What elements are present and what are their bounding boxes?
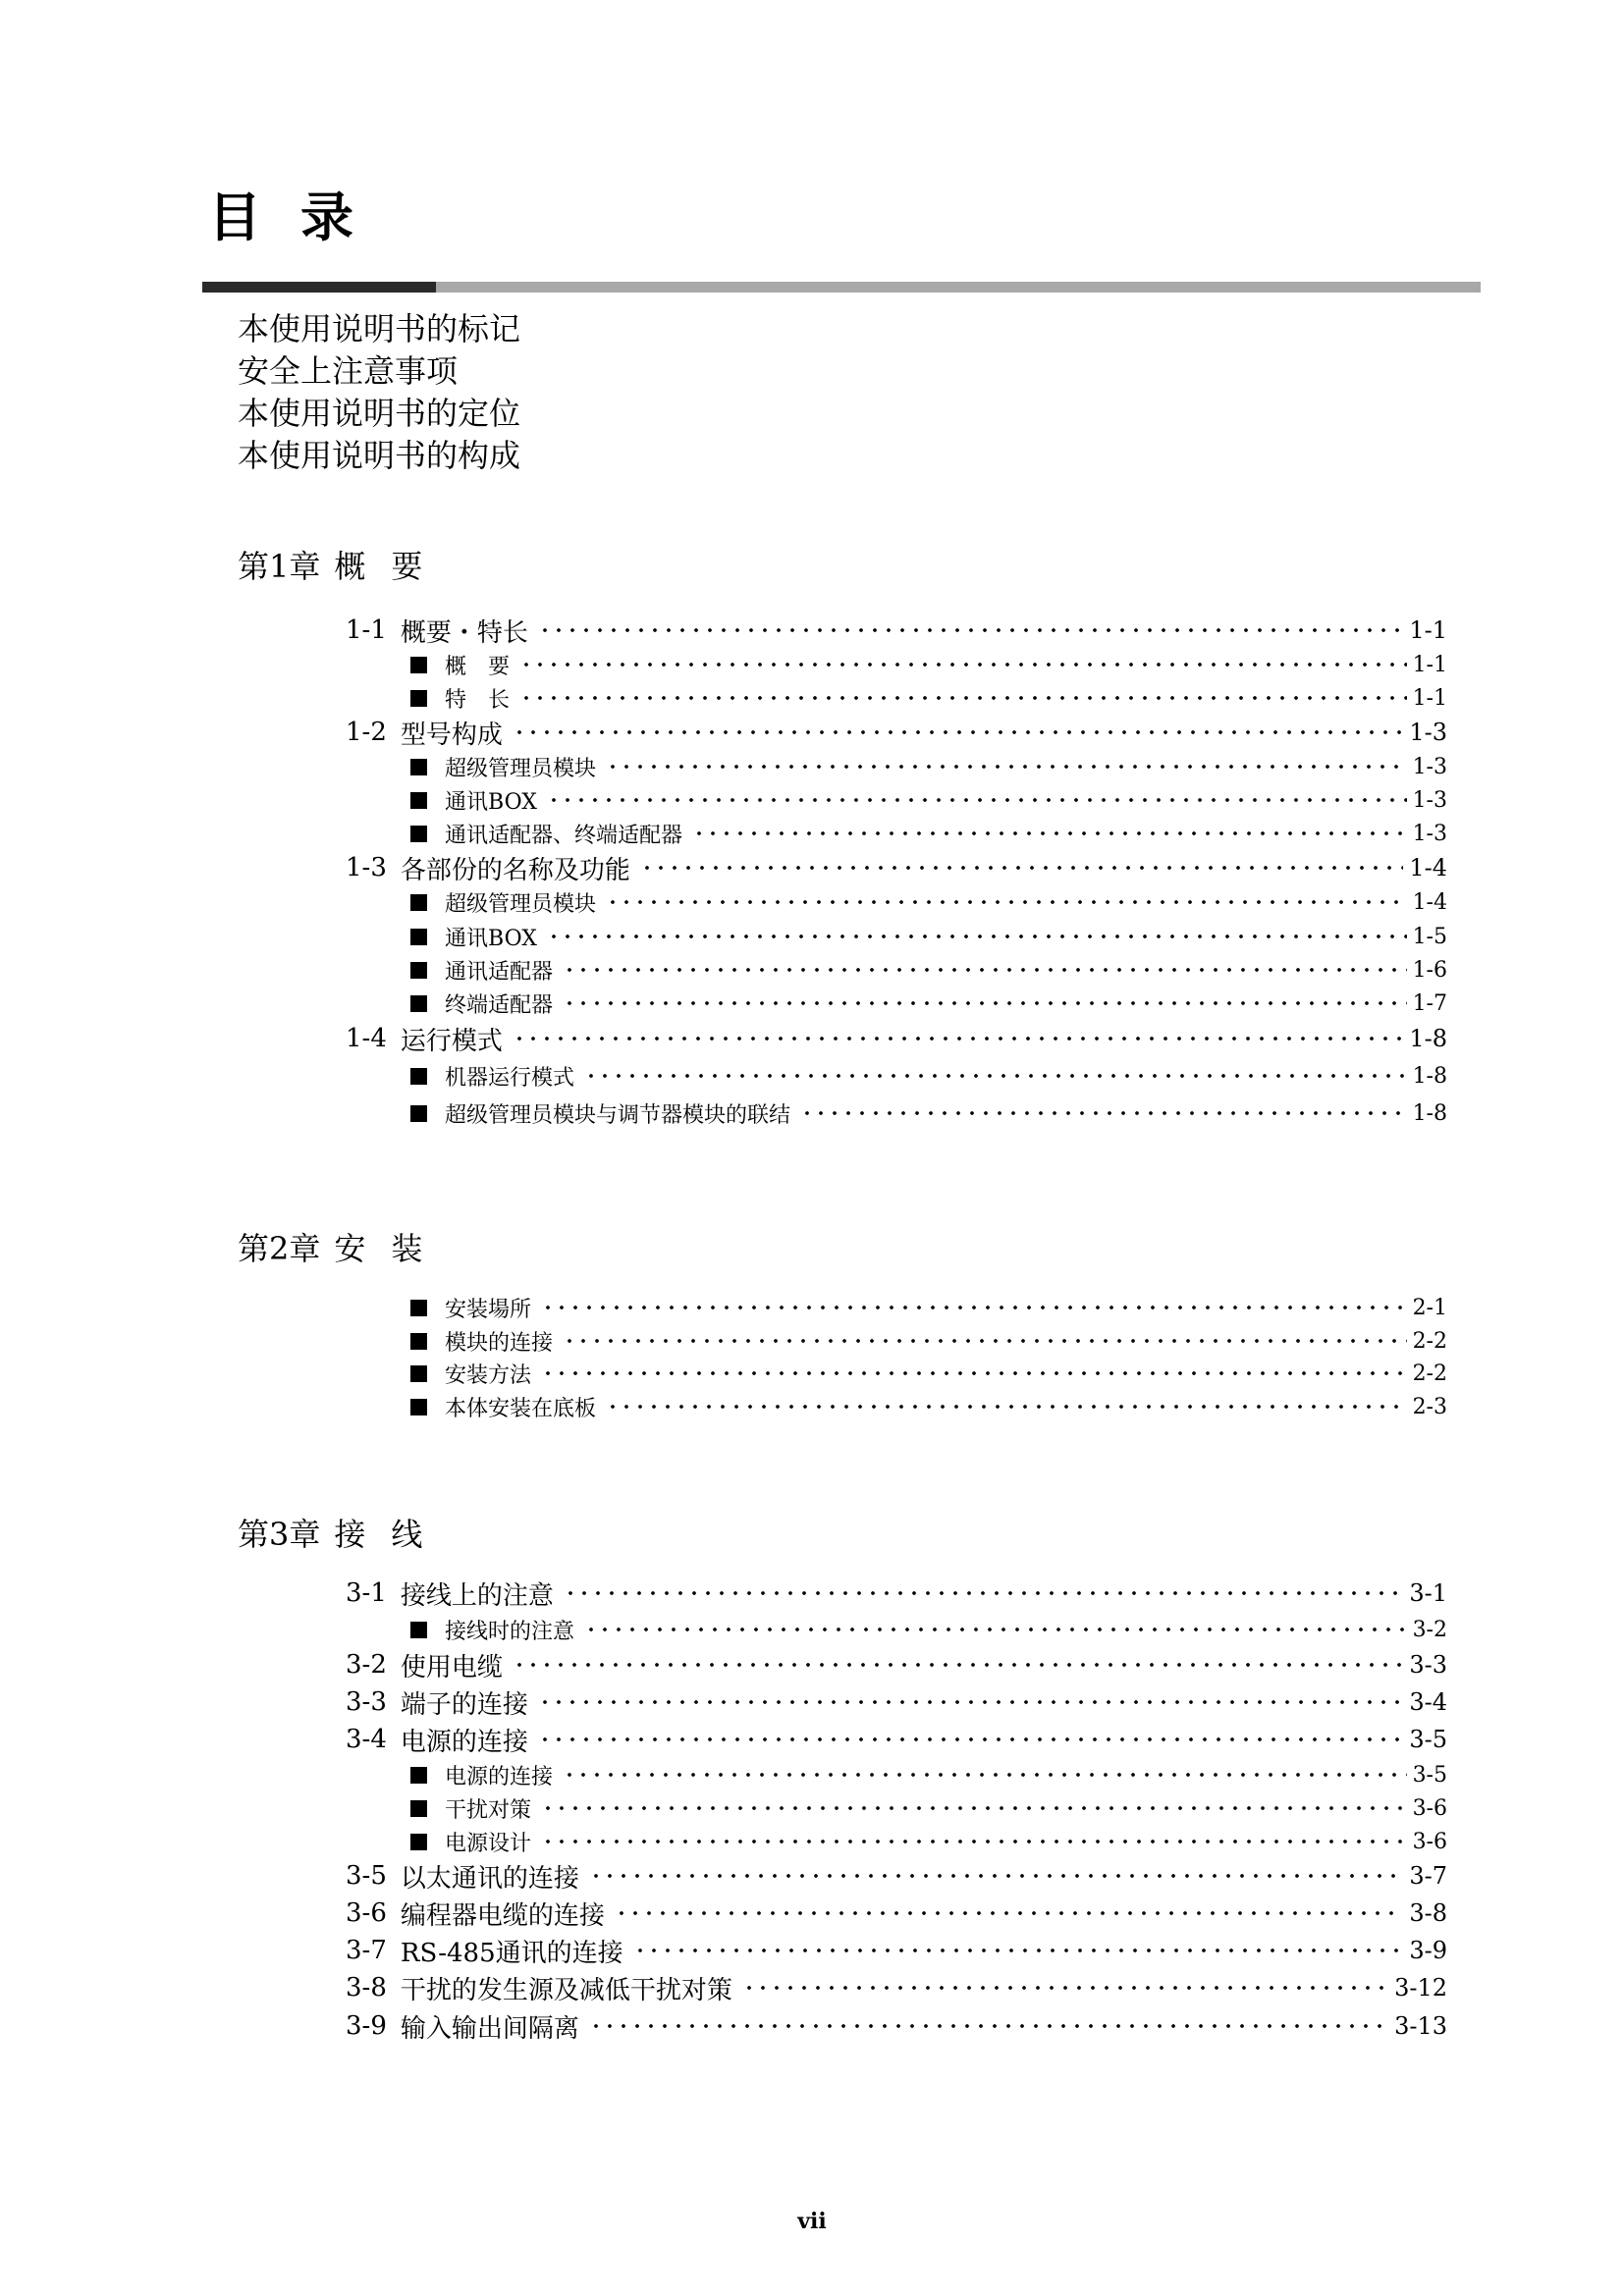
entry-page-number: 2-3 [1412, 1394, 1447, 1419]
chapter-name: 接线 [334, 1516, 449, 1553]
entry-label: 概要・特长 [400, 617, 528, 648]
toc-section-entry[interactable] [346, 1723, 1447, 1756]
toc-section-entry[interactable] [346, 2009, 1447, 2043]
toc-subsection-entry[interactable] [410, 953, 1447, 987]
toc-subsection-entry[interactable] [410, 1324, 1447, 1358]
chapter-number: 第1章 [238, 548, 321, 585]
entry-label: 通讯适配器 [445, 959, 554, 985]
section-number: 3-3 [346, 1687, 387, 1717]
entry-page-number: 2-2 [1412, 1361, 1447, 1386]
entry-label: 使用电缆 [400, 1652, 503, 1682]
square-bullet-icon [410, 894, 427, 911]
entry-label: 输入输出间隔离 [400, 2013, 579, 2044]
square-bullet-icon [410, 1365, 427, 1382]
entry-page-number: 3-5 [1412, 1762, 1447, 1788]
entry-label: 机器运行模式 [445, 1065, 575, 1091]
square-bullet-icon [410, 1622, 427, 1638]
entry-page-number: 3-12 [1394, 1974, 1447, 2002]
entry-page-number: 1-1 [1409, 616, 1447, 644]
entry-label: 电源设计 [445, 1831, 532, 1856]
toc-section-entry[interactable] [346, 851, 1447, 884]
entry-page-number: 3-1 [1409, 1579, 1447, 1607]
square-bullet-icon [410, 1800, 427, 1817]
toc-subsection-entry[interactable] [410, 920, 1447, 953]
toc-subsection-entry[interactable] [410, 1096, 1447, 1130]
entry-page-number: 1-5 [1412, 924, 1447, 949]
section-number: 3-9 [346, 2011, 387, 2041]
square-bullet-icon [410, 1399, 427, 1415]
toc-subsection-entry[interactable] [410, 1357, 1447, 1390]
section-number: 3-5 [346, 1861, 387, 1891]
dot-leader [519, 648, 1407, 681]
entry-label: 通讯BOX [445, 926, 537, 951]
entry-page-number: 1-4 [1409, 854, 1447, 881]
toc-subsection-entry[interactable] [410, 1059, 1447, 1093]
front-matter-item[interactable]: 本使用说明书的构成 [238, 437, 521, 474]
dot-leader [692, 817, 1407, 850]
entry-page-number: 1-1 [1412, 652, 1447, 677]
square-bullet-icon [410, 929, 427, 945]
toc-section-entry[interactable] [346, 1896, 1447, 1930]
front-matter-list [238, 308, 520, 477]
square-bullet-icon [410, 1834, 427, 1850]
dot-leader [538, 614, 1403, 647]
square-bullet-icon [410, 1105, 427, 1122]
toc-section-entry[interactable] [346, 1576, 1447, 1610]
square-bullet-icon [410, 792, 427, 809]
front-matter-item[interactable]: 安全上注意事项 [238, 352, 459, 390]
entry-page-number: 1-7 [1412, 990, 1447, 1016]
dot-leader [538, 1685, 1403, 1719]
toc-subsection-entry[interactable] [410, 1791, 1447, 1825]
toc-subsection-entry[interactable] [410, 648, 1447, 681]
chapter-number: 第3章 [238, 1516, 321, 1553]
section-number: 3-6 [346, 1898, 387, 1928]
entry-label: 电源的连接 [400, 1727, 528, 1757]
dot-leader [584, 1059, 1407, 1093]
entry-label: 概 要 [445, 654, 511, 679]
entry-label: 以太通讯的连接 [400, 1863, 579, 1894]
entry-page-number: 1-3 [1409, 719, 1447, 746]
square-bullet-icon [410, 1767, 427, 1784]
toc-section-entry[interactable] [346, 1685, 1447, 1719]
dot-leader [541, 1791, 1407, 1825]
entry-page-number: 1-4 [1412, 889, 1447, 915]
entry-label: 型号构成 [400, 720, 503, 750]
entry-page-number: 3-4 [1409, 1688, 1447, 1716]
entry-label: 超级管理员模块与调节器模块的联结 [445, 1102, 791, 1128]
toc-section-entry[interactable] [346, 1859, 1447, 1893]
toc-subsection-entry[interactable] [410, 1390, 1447, 1423]
dot-leader [513, 716, 1403, 749]
dot-leader [538, 1723, 1403, 1756]
toc-section-entry[interactable] [346, 614, 1447, 647]
dot-leader [606, 750, 1407, 783]
page-title: 目录 [208, 186, 393, 248]
entry-page-number: 1-6 [1412, 957, 1447, 983]
square-bullet-icon [410, 826, 427, 842]
toc-section-entry[interactable] [346, 1648, 1447, 1682]
toc-subsection-entry[interactable] [410, 783, 1447, 817]
dot-leader [541, 1825, 1407, 1858]
entry-label: 干扰对策 [445, 1797, 532, 1823]
entry-label: 干扰的发生源及减低干扰对策 [400, 1975, 732, 2005]
square-bullet-icon [410, 657, 427, 673]
section-number: 1-2 [346, 718, 387, 747]
entry-label: 特 长 [445, 687, 511, 713]
dot-leader [563, 987, 1407, 1020]
entry-label: 安装方法 [445, 1362, 532, 1388]
entry-page-number: 3-9 [1409, 1937, 1447, 1964]
toc-section-entry[interactable] [346, 1971, 1447, 2004]
dot-leader [563, 953, 1407, 987]
entry-page-number: 3-13 [1394, 2012, 1447, 2040]
chapter-heading[interactable] [238, 1515, 448, 1554]
section-number: 3-8 [346, 1973, 387, 2002]
entry-page-number: 1-8 [1412, 1063, 1447, 1089]
section-number: 3-7 [346, 1936, 387, 1965]
square-bullet-icon [410, 995, 427, 1012]
entry-label: 本体安装在底板 [445, 1396, 597, 1421]
front-matter-item[interactable]: 本使用说明书的标记 [238, 310, 521, 347]
dot-leader [547, 783, 1407, 817]
dot-leader [589, 1859, 1403, 1893]
entry-label: RS-485通讯的连接 [400, 1938, 623, 1968]
section-number: 1-3 [346, 853, 387, 882]
dot-leader [513, 1648, 1403, 1682]
title-rule [202, 282, 1481, 293]
toc-section-entry[interactable] [346, 1934, 1447, 1967]
entry-label: 超级管理员模块 [445, 891, 597, 917]
chapter-heading[interactable] [238, 1229, 448, 1268]
entry-label: 接线时的注意 [445, 1619, 575, 1644]
chapter-heading[interactable] [238, 547, 448, 586]
entry-label: 电源的连接 [445, 1764, 554, 1789]
entry-page-number: 3-7 [1409, 1862, 1447, 1890]
chapter-number: 第2章 [238, 1230, 321, 1267]
entry-label: 超级管理员模块 [445, 756, 597, 781]
chapter-name: 安装 [334, 1230, 449, 1267]
section-number: 3-4 [346, 1725, 387, 1754]
square-bullet-icon [410, 1333, 427, 1350]
dot-leader [640, 851, 1403, 884]
dot-leader [589, 2009, 1388, 2043]
entry-label: 通讯适配器、终端适配器 [445, 823, 683, 848]
entry-label: 运行模式 [400, 1026, 503, 1056]
entry-page-number: 1-3 [1412, 787, 1447, 813]
page-number: vii [797, 2209, 827, 2234]
toc-subsection-entry[interactable] [410, 817, 1447, 850]
toc-section-entry[interactable] [346, 1022, 1447, 1055]
dot-leader [606, 885, 1407, 919]
dot-leader [513, 1022, 1403, 1055]
toc-subsection-entry[interactable] [410, 1613, 1447, 1646]
entry-label: 编程器电缆的连接 [400, 1900, 605, 1931]
entry-page-number: 3-5 [1409, 1726, 1447, 1753]
entry-label: 端子的连接 [400, 1689, 528, 1720]
toc-subsection-entry[interactable] [410, 681, 1447, 715]
toc-subsection-entry[interactable] [410, 987, 1447, 1020]
entry-page-number: 1-8 [1412, 1100, 1447, 1126]
dot-leader [633, 1934, 1404, 1967]
dot-leader [541, 1357, 1407, 1390]
entry-page-number: 3-3 [1409, 1651, 1447, 1679]
dot-leader [564, 1576, 1403, 1610]
toc-section-entry[interactable] [346, 716, 1447, 749]
front-matter-item[interactable]: 本使用说明书的定位 [238, 395, 521, 432]
square-bullet-icon [410, 1068, 427, 1085]
entry-label: 模块的连接 [445, 1330, 554, 1356]
dot-leader [742, 1971, 1388, 2004]
entry-label: 各部份的名称及功能 [400, 855, 630, 885]
square-bullet-icon [410, 962, 427, 979]
section-number: 1-1 [346, 615, 387, 645]
dot-leader [541, 1291, 1407, 1324]
square-bullet-icon [410, 690, 427, 707]
dot-leader [519, 681, 1407, 715]
dot-leader [615, 1896, 1403, 1930]
section-number: 3-2 [346, 1650, 387, 1680]
section-number: 1-4 [346, 1024, 387, 1053]
entry-page-number: 2-1 [1412, 1295, 1447, 1320]
entry-page-number: 3-6 [1412, 1795, 1447, 1821]
entry-page-number: 1-1 [1412, 685, 1447, 711]
entry-page-number: 1-8 [1409, 1025, 1447, 1052]
title-rule-accent [202, 282, 436, 293]
dot-leader [800, 1096, 1407, 1130]
square-bullet-icon [410, 1300, 427, 1316]
entry-label: 安装場所 [445, 1297, 532, 1322]
entry-page-number: 1-3 [1412, 821, 1447, 846]
dot-leader [584, 1613, 1407, 1646]
chapter-name: 概要 [334, 548, 449, 585]
dot-leader [563, 1324, 1407, 1358]
entry-page-number: 2-2 [1412, 1328, 1447, 1354]
toc-subsection-entry[interactable] [410, 1291, 1447, 1324]
toc-subsection-entry[interactable] [410, 1825, 1447, 1858]
entry-page-number: 3-6 [1412, 1829, 1447, 1854]
section-number: 3-1 [346, 1578, 387, 1608]
entry-page-number: 1-3 [1412, 754, 1447, 779]
toc-subsection-entry[interactable] [410, 750, 1447, 783]
toc-subsection-entry[interactable] [410, 1758, 1447, 1791]
dot-leader [547, 920, 1407, 953]
entry-page-number: 3-8 [1409, 1899, 1447, 1927]
dot-leader [606, 1390, 1407, 1423]
dot-leader [563, 1758, 1407, 1791]
entry-label: 终端适配器 [445, 992, 554, 1018]
entry-label: 通讯BOX [445, 789, 537, 815]
toc-subsection-entry[interactable] [410, 885, 1447, 919]
square-bullet-icon [410, 759, 427, 775]
entry-page-number: 3-2 [1412, 1617, 1447, 1642]
entry-label: 接线上的注意 [400, 1580, 554, 1611]
